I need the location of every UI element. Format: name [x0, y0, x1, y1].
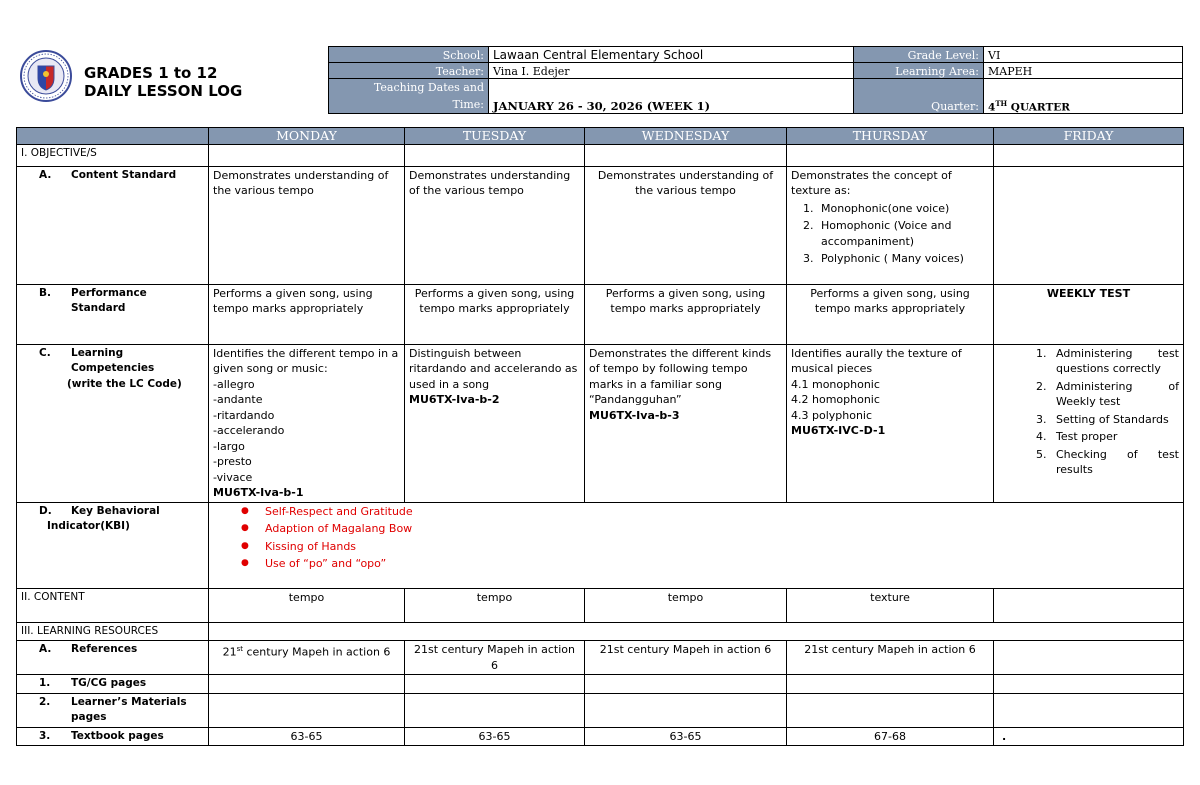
lc-code-mon: MU6TX-Iva-b-1	[213, 486, 304, 499]
kbi-row	[17, 502, 1184, 588]
textbook-pages-row	[17, 727, 1184, 746]
grade-level-label: Grade Level:	[854, 47, 984, 63]
teaching-dates-label-1: Teaching Dates and	[373, 81, 484, 94]
competencies-fri	[994, 344, 1184, 502]
teacher-label: Teacher:	[329, 63, 489, 79]
performance-mon: Performs a given song, using tempo marks appropriately	[209, 284, 405, 344]
objectives-mon	[209, 144, 405, 166]
references-row	[17, 641, 1184, 675]
learning-label-2: Competencies	[71, 362, 155, 374]
references-text: References	[71, 643, 138, 655]
tempo-item: -ritardando	[213, 408, 275, 422]
kbi-content	[209, 502, 1184, 588]
texture-sub-item: 4.2 homophonic	[791, 393, 880, 406]
tgcg-row	[17, 675, 1184, 694]
content-standard-thu-intro: Demonstrates the concept of texture as:	[791, 168, 952, 197]
quarter-label: Quarter:	[854, 79, 984, 114]
tgcg-thu	[787, 675, 994, 694]
texture-item: 1. Monophonic(one voice)	[817, 201, 989, 217]
learners-materials-label	[17, 693, 209, 727]
content-standard-label	[17, 166, 209, 284]
tempo-item: -vivace	[213, 470, 253, 484]
content-label: II. CONTENT	[17, 588, 209, 622]
texture-item: 3. Polyphonic ( Many voices)	[817, 251, 989, 267]
quarter-number: 4	[988, 101, 996, 113]
objectives-fri	[994, 144, 1184, 166]
learning-label-3: (write the LC Code)	[67, 377, 182, 390]
kbi-item: ● Adaption of Magalang Bow	[253, 521, 1179, 537]
label-letter-b: B.	[39, 286, 51, 299]
texture-item: 2. Homophonic (Voice and accompaniment)	[817, 218, 989, 249]
objectives-wed	[585, 144, 787, 166]
tgcg-text: TG/CG pages	[71, 677, 147, 689]
kbi-list	[213, 504, 1179, 572]
content-standard-thu	[787, 166, 994, 284]
learning-area-label: Learning Area:	[854, 63, 984, 79]
references-thu: 21st century Mapeh in action 6	[787, 641, 994, 675]
content-mon: tempo	[209, 588, 405, 622]
content-row	[17, 588, 1184, 622]
ref-letter-a: A.	[39, 643, 52, 655]
objectives-label: I. OBJECTIVE/S	[17, 144, 209, 166]
kbi-label-2: Indicator(KBI)	[47, 520, 130, 532]
label-letter-d: D.	[39, 504, 52, 517]
performance-wed: Performs a given song, using tempo marks appropriately	[585, 284, 787, 344]
competencies-mon	[209, 344, 405, 502]
quarter-suffix: TH	[995, 98, 1008, 108]
teaching-dates-value: JANUARY 26 - 30, 2026 (WEEK 1)	[489, 79, 854, 114]
texture-sub-item: 4.3 polyphonic	[791, 408, 873, 422]
corner-cell	[17, 128, 209, 145]
day-header-row	[17, 128, 1184, 145]
content-standard-fri	[994, 166, 1184, 284]
resources-empty	[209, 622, 1184, 641]
tempo-item: -presto	[213, 455, 252, 468]
content-wed: tempo	[585, 588, 787, 622]
objectives-row	[17, 144, 1184, 166]
competencies-tue-text: Distinguish between ritardando and accelerando as used in a song	[409, 346, 578, 391]
content-standard-wed: Demonstrates understanding of the various tempo	[585, 166, 787, 284]
day-header-wednesday: WEDNESDAY	[585, 128, 787, 145]
objectives-thu	[787, 144, 994, 166]
kbi-item: ● Self-Respect and Gratitude	[253, 504, 1179, 520]
textbook-pages-label	[17, 727, 209, 746]
title-line-2: DAILY LESSON LOG	[84, 82, 243, 100]
deped-seal-icon	[20, 48, 72, 108]
tempo-item: -andante	[213, 393, 263, 406]
textbook-tue: 63-65	[405, 727, 585, 746]
test-step: 2. Administering of Weekly test	[1050, 379, 1179, 410]
ref-mon-pre: 21	[222, 645, 237, 659]
day-header-thursday: THURSDAY	[787, 128, 994, 145]
content-standard-text: Content Standard	[71, 168, 177, 181]
kbi-item: ● Kissing of Hands	[253, 539, 1179, 555]
school-value: Lawaan Central Elementary School	[489, 47, 854, 63]
resources-row	[17, 622, 1184, 641]
textbook-thu: 67-68	[787, 727, 994, 746]
tgcg-wed	[585, 675, 787, 694]
texture-sub-item: 4.1 monophonic	[791, 377, 880, 391]
learning-competencies-row	[17, 344, 1184, 502]
performance-label-2: Standard	[71, 302, 126, 314]
competencies-wed	[585, 344, 787, 502]
kbi-label-1: Key Behavioral	[71, 504, 160, 517]
tempo-item: -largo	[213, 439, 245, 453]
lm-thu	[787, 693, 994, 727]
objectives-tue	[405, 144, 585, 166]
references-wed: 21st century Mapeh in action 6	[585, 641, 787, 675]
quarter-value	[984, 79, 1183, 114]
learning-competencies-label	[17, 344, 209, 502]
resources-label: III. LEARNING RESOURCES	[17, 622, 209, 641]
day-header-monday: MONDAY	[209, 128, 405, 145]
performance-tue: Performs a given song, using tempo marks appropriately	[405, 284, 585, 344]
lc-code-thu: MU6TX-IVC-D-1	[791, 424, 886, 437]
kbi-item: ● Use of “po” and “opo”	[253, 556, 1179, 572]
test-step: 1. Administering test questions correctly	[1050, 346, 1179, 377]
tgcg-label	[17, 675, 209, 694]
teaching-dates-label	[329, 79, 489, 114]
competencies-wed-song: “Pandangguhan”	[589, 393, 682, 406]
day-header-tuesday: TUESDAY	[405, 128, 585, 145]
grade-level-value: VI	[984, 47, 1183, 63]
content-standard-tue: Demonstrates understanding of the various tempo	[405, 166, 585, 284]
texture-list	[791, 201, 989, 267]
test-step: 5. Checking of test results	[1050, 447, 1179, 478]
num-3: 3.	[39, 729, 51, 742]
references-label	[17, 641, 209, 675]
num-2: 2.	[39, 695, 51, 708]
competencies-thu	[787, 344, 994, 502]
content-fri	[994, 588, 1184, 622]
lesson-log-table	[16, 127, 1184, 746]
teaching-dates-label-2: Time:	[452, 98, 484, 111]
lm-text-2: pages	[71, 711, 107, 723]
test-step: 3. Setting of Standards	[1050, 412, 1179, 428]
tgcg-mon	[209, 675, 405, 694]
label-letter-c: C.	[39, 346, 51, 359]
ref-mon-sup: st	[236, 645, 243, 653]
references-fri	[994, 641, 1184, 675]
performance-label-1: Performance	[71, 286, 147, 299]
learning-area-value: MAPEH	[984, 63, 1183, 79]
lm-wed	[585, 693, 787, 727]
learners-materials-row	[17, 693, 1184, 727]
weekly-test-steps	[998, 346, 1179, 478]
competencies-wed-text: Demonstrates the different kinds of tempo by following tempo marks in a familiar song	[589, 346, 772, 391]
learning-label-1: Learning	[71, 346, 124, 359]
textbook-fri: .	[994, 727, 1184, 746]
label-letter-a: A.	[39, 168, 52, 181]
tgcg-fri	[994, 675, 1184, 694]
textbook-wed: 63-65	[585, 727, 787, 746]
performance-standard-label	[17, 284, 209, 344]
title-line-1: GRADES 1 to 12	[84, 64, 218, 82]
lm-fri	[994, 693, 1184, 727]
kbi-label	[17, 502, 209, 588]
tgcg-tue	[405, 675, 585, 694]
references-tue: 21st century Mapeh in action 6	[405, 641, 585, 675]
lm-tue	[405, 693, 585, 727]
competencies-thu-text: Identifies aurally the texture of musical pieces	[791, 346, 962, 375]
competencies-mon-text: Identifies the different tempo in a given song or music:	[213, 346, 399, 375]
performance-standard-row	[17, 284, 1184, 344]
lm-mon	[209, 693, 405, 727]
textbook-text: Textbook pages	[71, 729, 164, 742]
performance-fri: WEEKLY TEST	[994, 284, 1184, 344]
tempo-item: -accelerando	[213, 424, 285, 437]
lc-code-tue: MU6TX-Iva-b-2	[409, 393, 500, 406]
document-title	[84, 64, 242, 100]
num-1: 1.	[39, 677, 51, 689]
lm-text-1: Learner’s Materials	[71, 695, 187, 708]
competencies-tue	[405, 344, 585, 502]
textbook-mon: 63-65	[209, 727, 405, 746]
performance-thu: Performs a given song, using tempo marks appropriately	[787, 284, 994, 344]
content-thu: texture	[787, 588, 994, 622]
teacher-value: Vina I. Edejer	[489, 63, 854, 79]
school-label: School:	[329, 47, 489, 63]
quarter-text: QUARTER	[1007, 101, 1071, 113]
content-tue: tempo	[405, 588, 585, 622]
references-mon	[209, 641, 405, 675]
tempo-item: -allegro	[213, 377, 255, 391]
day-header-friday: FRIDAY	[994, 128, 1184, 145]
content-standard-row	[17, 166, 1184, 284]
lc-code-wed: MU6TX-Iva-b-3	[589, 408, 680, 422]
header-info-table	[328, 46, 1183, 114]
content-standard-mon: Demonstrates understanding of the various tempo	[209, 166, 405, 284]
ref-mon-post: century Mapeh in action 6	[242, 645, 391, 659]
test-step: 4. Test proper	[1050, 429, 1179, 445]
